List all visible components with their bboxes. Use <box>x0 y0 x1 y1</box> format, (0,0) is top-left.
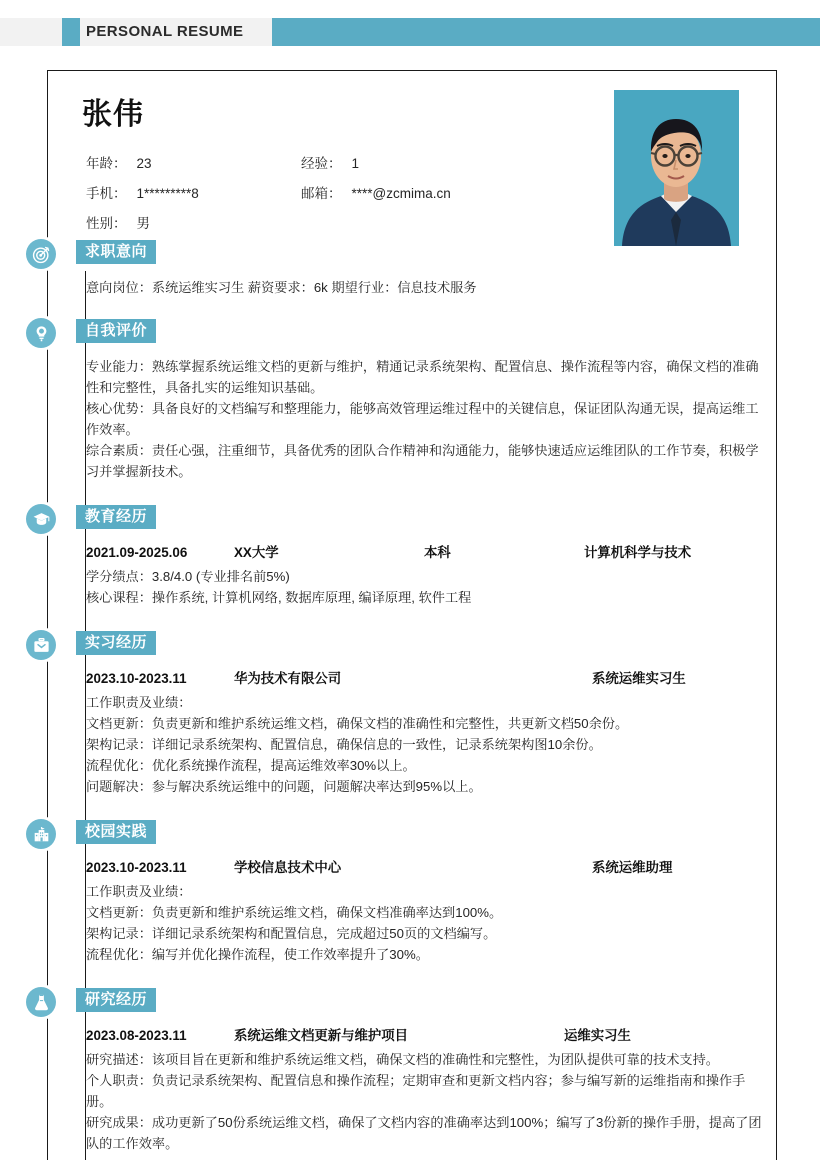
info-label: 年龄： <box>86 156 127 171</box>
section-line: 意向岗位：系统运维实习生 薪资要求：6k 期望行业：信息技术服务 <box>86 280 477 295</box>
section-line: 专业能力：熟练掌握系统运维文档的更新与维护，精通记录系统架构、配置信息、操作流程等内容，确保文档的准确性和完整性，具备扎实的运维知识基础。 <box>86 359 759 395</box>
section-line: 流程优化：编写并优化操作流程，使工作效率提升了30%。 <box>86 947 429 962</box>
entry-org: 华为技术有限公司 <box>234 671 342 686</box>
section-line: 文档更新：负责更新和维护系统运维文档，确保文档的准确性和完整性，共更新文档50余份。 <box>86 716 629 731</box>
section-line: 问题解决：参与解决系统运维中的问题，问题解决率达到95%以上。 <box>86 779 482 794</box>
entry-org: XX大学 <box>234 545 279 560</box>
section-line: 核心课程：操作系统, 计算机网络, 数据库原理, 编译原理, 软件工程 <box>86 590 472 605</box>
campus-entry-row <box>86 856 762 880</box>
info-cell-age <box>86 149 301 179</box>
info-cell-email <box>301 179 451 209</box>
section-header <box>48 318 776 352</box>
entry-date: 2021.09-2025.06 <box>86 545 188 560</box>
section-line: 架构记录：详细记录系统架构和配置信息，完成超过50页的文档编写。 <box>86 926 497 941</box>
info-value: 1 <box>351 156 360 171</box>
info-value: 男 <box>136 216 150 231</box>
entry-role: 运维实习生 <box>564 1028 631 1043</box>
info-label: 手机： <box>86 186 127 201</box>
section-body <box>48 273 776 298</box>
section-title: 研究经历 <box>76 988 156 1012</box>
section-line: 核心优势：具备良好的文档编写和整理能力，能够高效管理运维过程中的关键信息，保证团队沟通无误，提高运维工作效率。 <box>86 401 759 437</box>
banner-title: PERSONAL RESUME <box>86 23 244 40</box>
info-label: 经验： <box>301 156 342 171</box>
info-label: 邮箱： <box>301 186 342 201</box>
section-line: 综合素质：责任心强，注重细节，具备优秀的团队合作精神和沟通能力，能够快速适应运维团队的工作节奏，积极学习并掌握新技术。 <box>86 443 759 479</box>
profile-header <box>48 71 776 239</box>
page-title: 张伟 <box>82 98 144 131</box>
section-header <box>48 987 776 1021</box>
entry-major: 计算机科学与技术 <box>584 545 692 560</box>
briefcase-icon <box>26 630 56 660</box>
section-title: 自我评价 <box>76 319 156 343</box>
info-row <box>86 149 606 179</box>
info-value: 1*********8 <box>136 186 199 201</box>
section-line: 研究成果：成功更新了50份系统运维文档，确保了文档内容的准确率达到100%；编写了3份新的操作手册，提高了团队的工作效率。 <box>86 1115 762 1151</box>
portrait-photo-icon <box>614 90 739 246</box>
info-row <box>86 179 606 209</box>
section-line: 文档更新：负责更新和维护系统运维文档，确保文档准确率达到100%。 <box>86 905 503 920</box>
banner-teal-bar <box>272 18 820 46</box>
resume-card <box>47 70 777 1160</box>
section-title: 校园实践 <box>76 820 156 844</box>
section-internship <box>48 630 776 797</box>
page-banner <box>0 18 820 46</box>
entry-role: 系统运维实习生 <box>592 671 686 686</box>
lightbulb-icon <box>26 318 56 348</box>
section-title: 教育经历 <box>76 505 156 529</box>
entry-org: 学校信息技术中心 <box>234 860 342 875</box>
section-line: 学分绩点：3.8/4.0 (专业排名前5%) <box>86 569 290 584</box>
info-value: 23 <box>136 156 152 171</box>
info-row <box>86 209 606 239</box>
entry-date: 2023.08-2023.11 <box>86 1028 187 1043</box>
section-header <box>48 239 776 273</box>
school-building-icon <box>26 819 56 849</box>
info-label: 性别： <box>86 216 127 231</box>
section-education <box>48 504 776 608</box>
section-line: 工作职责及业绩： <box>86 695 192 710</box>
section-line: 工作职责及业绩： <box>86 884 192 899</box>
entry-spacer <box>432 667 592 691</box>
internship-entry-row <box>86 667 762 691</box>
target-icon <box>26 239 56 269</box>
section-title: 求职意向 <box>76 240 156 264</box>
entry-spacer <box>504 1024 564 1048</box>
section-body <box>48 1021 776 1154</box>
flask-icon <box>26 987 56 1017</box>
section-line: 流程优化：优化系统操作流程，提高运维效率30%以上。 <box>86 758 416 773</box>
section-body <box>48 352 776 482</box>
section-title: 实习经历 <box>76 631 156 655</box>
section-campus-practice <box>48 819 776 965</box>
avatar <box>614 90 739 246</box>
graduation-cap-icon <box>26 504 56 534</box>
entry-date: 2023.10-2023.11 <box>86 860 187 875</box>
entry-role: 系统运维助理 <box>592 860 673 875</box>
section-self-evaluation <box>48 318 776 482</box>
section-body <box>48 853 776 965</box>
entry-project: 系统运维文档更新与维护项目 <box>234 1028 409 1043</box>
section-line: 个人职责：负责记录系统架构、配置信息和操作流程；定期审查和更新文档内容；参与编写新的运维指南和操作手册。 <box>86 1073 746 1109</box>
info-cell-phone <box>86 179 301 209</box>
research-entry-row <box>86 1024 762 1048</box>
info-cell-gender <box>86 209 301 239</box>
entry-spacer <box>432 856 592 880</box>
section-header <box>48 504 776 538</box>
banner-accent-tab <box>62 18 80 46</box>
info-value: ****@zcmima.cn <box>351 186 451 201</box>
section-job-intention <box>48 239 776 298</box>
section-research <box>48 987 776 1154</box>
section-line: 研究描述：该项目旨在更新和维护系统运维文档，确保文档的准确性和完整性，为团队提供可靠的技术支持。 <box>86 1052 719 1067</box>
entry-date: 2023.10-2023.11 <box>86 671 187 686</box>
entry-degree: 本科 <box>424 545 451 560</box>
info-cell-experience <box>301 149 359 179</box>
section-header <box>48 819 776 853</box>
section-header <box>48 630 776 664</box>
section-body <box>48 664 776 797</box>
education-entry-row <box>86 541 762 565</box>
section-body <box>48 538 776 608</box>
section-line: 架构记录：详细记录系统架构、配置信息，确保信息的一致性，记录系统架构图10余份。 <box>86 737 602 752</box>
profile-info-table <box>86 149 606 239</box>
